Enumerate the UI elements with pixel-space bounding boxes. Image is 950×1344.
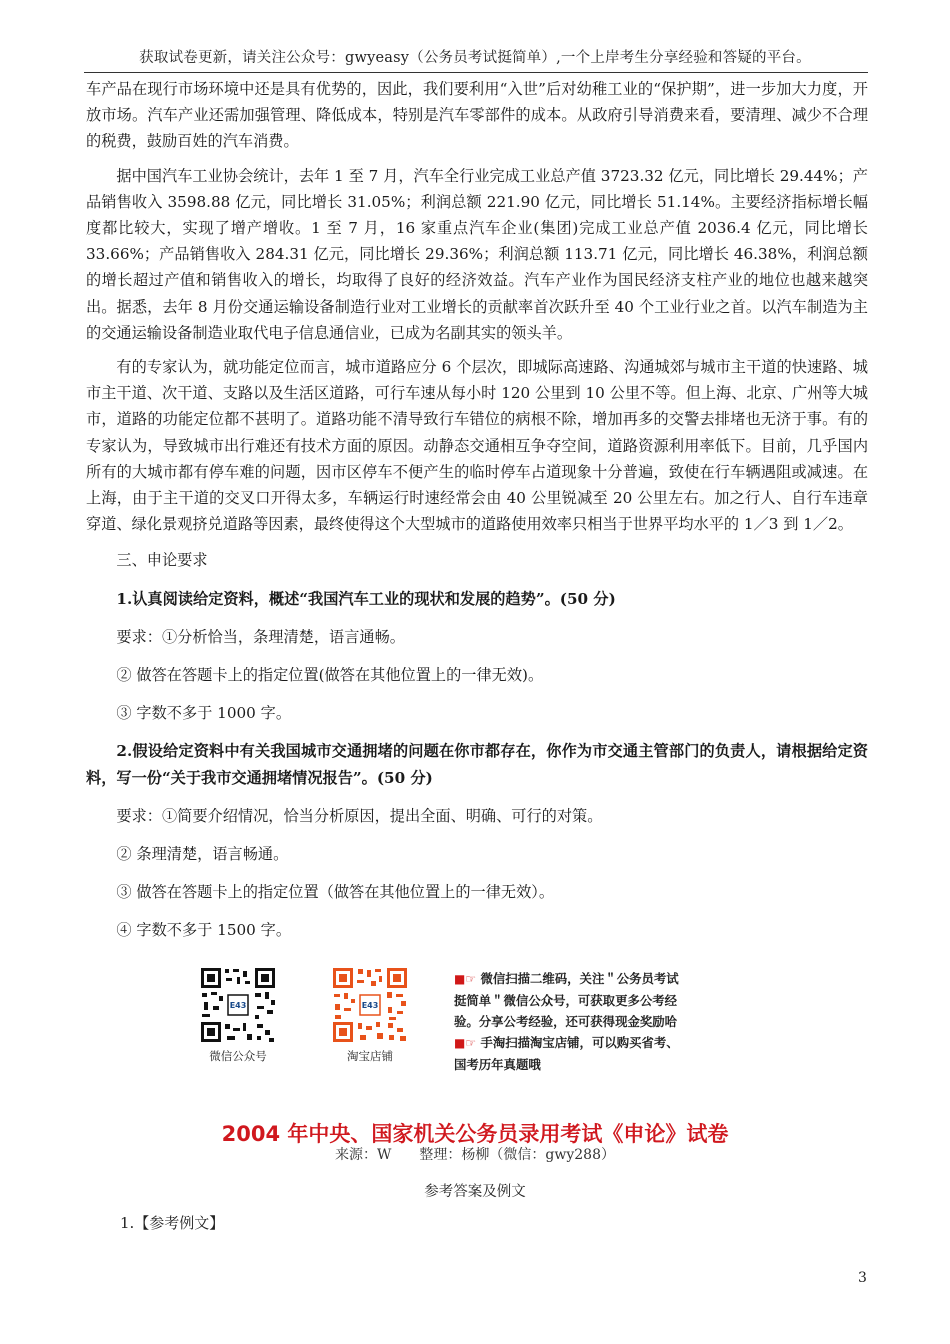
exam-title: 2004 年中央、国家机关公务员录用考试《申论》试卷 [221,1122,729,1146]
question-1-requirement-1: 要求：①分析恰当，条理清楚，语言通畅。 [116,627,405,646]
question-1: 1.认真阅读给定资料，概述“我国汽车工业的现状和发展的趋势”。(50 分) [116,589,616,608]
pointing-hand-icon: ■☞ [454,1036,477,1050]
wechat-qr-caption: 微信公众号 [209,1049,267,1063]
header-divider [84,72,868,73]
page-number: 3 [858,1270,867,1286]
question-2-requirement-4: ④ 字数不多于 1500 字。 [116,921,292,940]
requirements-heading: 三、申论要求 [116,551,208,570]
document-body [86,76,868,944]
question-2-requirement-1: 要求：①简要介绍情况，恰当分析原因，提出全面、明确、可行的对策。 [116,806,603,825]
material-paragraph-3: 有的专家认为，就功能定位而言，城市道路应分 6 个层次，即城际高速路、沟通城郊与城市主干道的快速路、城市主干道、次干道、支路以及生活区道路，可行车速从每小时 120 公里到 10 公里不等。但上海、北京、广州等大城市，道路的功能定位都不甚明了。道路功能不清导致行车错位的病根不除，增加再多的交警去排堵也无济于事。有的专家认为，导致城市出行难还有技术方面的原因。动静态交通相互争夺空间，道路资源利用率低下。目前，几乎国内所有的大城市都有停车难的问题，因市区停车不便产生的临时停车占道现象十分普遍，致使在行车辆遇阻或减速。在上海，由于主干道的交叉口开得太多，车辆运行时速经常会由 40 公里锐减至 20 公里左右。加之行人、自行车违章穿道、绿化景观挤兑道路等因素，最终使得这个大型城市的道路使用效率只相当于世界平均水平的 1／3 到 1／2。 [86,358,868,534]
promo-line-3: 验。分享公考经验，还可获得现金奖励哈 [454,1014,678,1029]
promo-line-4: ■☞ 手淘扫描淘宝店铺，可以购买省考、 [454,1035,679,1050]
wechat-qr-block [196,966,280,1064]
wechat-qr-code-icon[interactable] [199,966,277,1044]
svg-text:E43: E43 [229,1001,247,1010]
material-paragraph-1: 车产品在现行市场环境中还是具有优势的，因此，我们要利用“入世”后对幼稚工业的“保护期”，进一步加大力度，开放市场。汽车产业还需加强管理、降低成本，特别是汽车零部件的成本。从政府引导消费来看，要清理、减少不合理的税费，鼓励百姓的汽车消费。 [86,80,868,151]
svg-text:E43: E43 [361,1001,379,1010]
question-2-requirement-2: ② 条理清楚，语言畅通。 [116,845,289,864]
material-paragraph-2: 据中国汽车工业协会统计，去年 1 至 7 月，汽车全行业完成工业总产值 3723.32 亿元，同比增长 29.44%；产品销售收入 3598.88 亿元，同比增长 31.05%；利润总额 221.90 亿元，同比增长 51.14%。主要经济指标增长幅度都比较大，实现了增产增收。1 至 7 月，16 家重点汽车企业(集团)完成工业总产值 2036.4 亿元，同比增长 33.66%；产品销售收入 284.31 亿元，同比增长 29.36%；利润总额 113.71 亿元，同比增长 46.38%，利润总额的增长超过产值和销售收入的增长，均取得了良好的经济效益。汽车产业作为国民经济支柱产业的地位也越来越突出。据悉，去年 8 月份交通运输设备制造行业对工业增长的贡献率首次跃升至 40 个工业行业之首。以汽车制造为主的交通运输设备制造业取代电子信息通信业，已成为名副其实的领头羊。 [86,166,868,342]
question-1-requirement-3: ③ 字数不多于 1000 字。 [116,704,292,723]
exam-source: 来源：W 整理：杨柳（微信：gwy288） [335,1147,615,1163]
question-2: 2.假设给定资料中有关我国城市交通拥堵的问题在你市都存在，你作为市交通主管部门的负责人，请根据给定资料，写一份“关于我市交通拥堵情况报告”。(50 分) [86,742,868,787]
promo-line-2: 挺简单＂微信公众号，可获取更多公考经 [454,993,678,1008]
reference-essay-label: 1.【参考例文】 [120,1214,225,1232]
promo-text-block [454,968,794,1075]
promo-line-5: 国考历年真题哦 [454,1057,541,1072]
pointing-hand-icon: ■☞ [454,972,477,986]
question-1-requirement-2: ② 做答在答题卡上的指定位置(做答在其他位置上的一律无效)。 [116,666,544,685]
taobao-qr-caption: 淘宝店铺 [347,1049,393,1063]
taobao-qr-block [328,966,412,1064]
promo-line-1: ■☞ 微信扫描二维码，关注＂公务员考试 [454,971,679,986]
taobao-qr-code-icon[interactable] [331,966,409,1044]
page-header-notice: 获取试卷更新，请关注公众号：gwyeasy（公务员考试挺简单）,一个上岸考生分享经验和答疑的平台。 [139,50,811,66]
question-2-requirement-3: ③ 做答在答题卡上的指定位置（做答在其他位置上的一律无效）。 [116,883,555,902]
answers-heading: 参考答案及例文 [424,1184,526,1200]
promo-banner [196,966,796,1076]
